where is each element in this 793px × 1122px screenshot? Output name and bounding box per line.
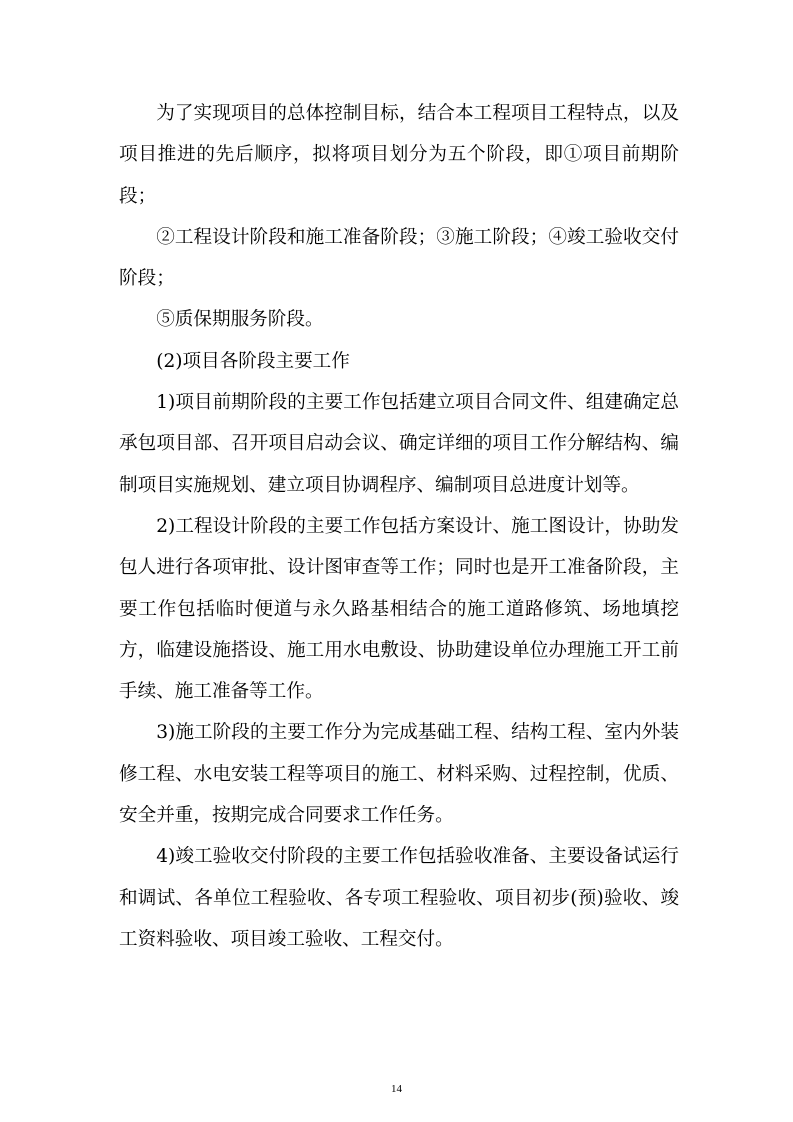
paragraph-phase-list: ②工程设计阶段和施工准备阶段；③施工阶段；④竣工验收交付阶段； — [119, 226, 679, 290]
paragraph-item-1: 1)项目前期阶段的主要工作包括建立项目合同文件、组建确定总承包项目部、召开项目启动会议、确定详细的项目工作分解结构、编制项目实施规划、建立项目协调程序、编制项目总进度计划等。 — [119, 392, 679, 496]
paragraph-warranty-phase: ⑤质保期服务阶段。 — [156, 309, 324, 331]
section-heading: (2)项目各阶段主要工作 — [156, 350, 350, 372]
paragraph-item-4: 4)竣工验收交付阶段的主要工作包括验收准备、主要设备试运行和调试、各单位工程验收、各专项工程验收、项目初步(预)验收、竣工资料验收、项目竣工验收、工程交付。 — [119, 846, 679, 950]
paragraph-item-2: 2)工程设计阶段的主要工作包括方案设计、施工图设计，协助发包人进行各项审批、设计图审查等工作；同时也是开工准备阶段，主要工作包括临时便道与永久路基相结合的施工道路修筑、场地填挖方，临建设施搭设、施工用水电敷设、协助建设单位办理施工开工前手续、施工准备等工作。 — [119, 515, 679, 703]
page-number: 14 — [391, 1083, 402, 1095]
paragraph-item-3: 3)施工阶段的主要工作分为完成基础工程、结构工程、室内外装修工程、水电安装工程等项目的施工、材料采购、过程控制，优质、安全并重，按期完成合同要求工作任务。 — [119, 722, 679, 827]
body-text — [119, 93, 679, 960]
paragraph-phase-intro: 为了实现项目的总体控制目标，结合本工程项目工程特点，以及项目推进的先后顺序，拟将项目划分为五个阶段，即①项目前期阶段； — [119, 103, 679, 207]
